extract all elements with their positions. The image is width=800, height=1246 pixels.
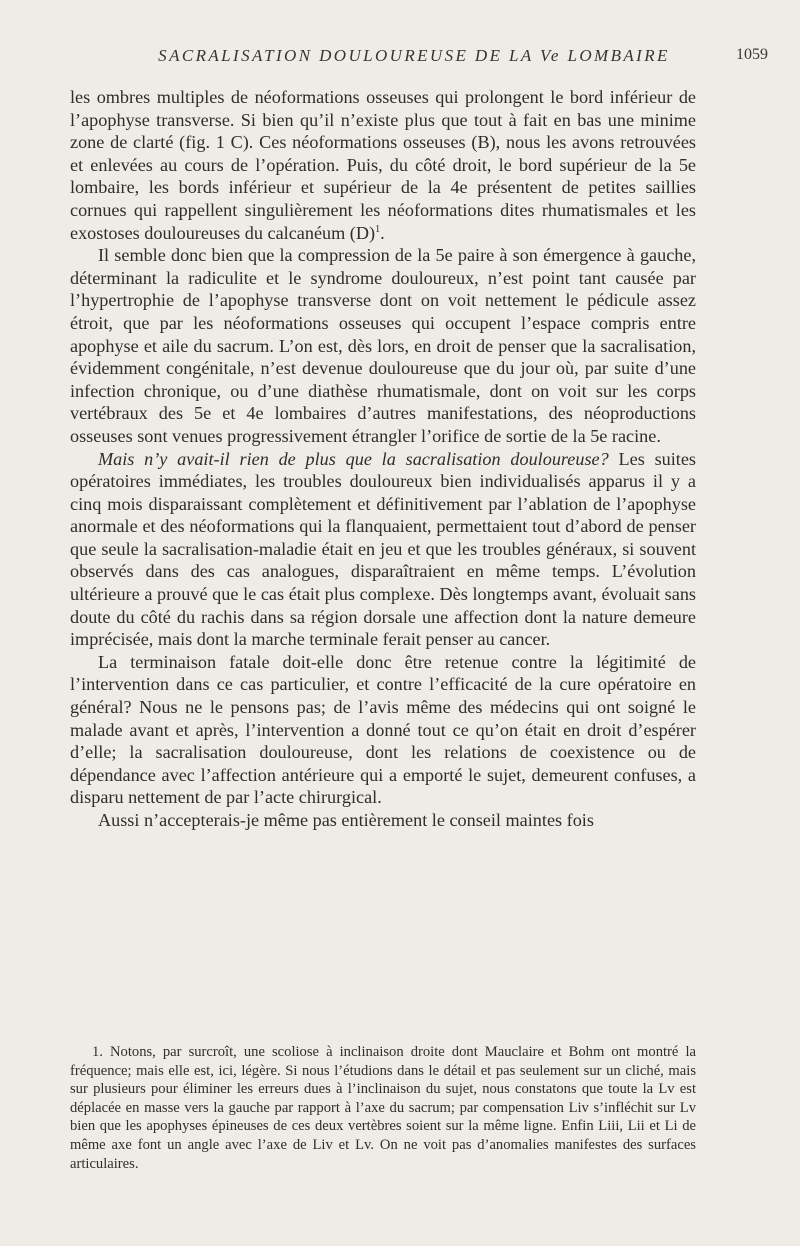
paragraph-4: La terminaison fatale doit-elle donc être retenue contre la légitimité de l’intervention dans ce cas particulier, et contre l’efficacité de la cure opératoire en général? Nous ne le pensons pas; de l’avis même des médecins qui ont soigné le malade avant et après, l’intervention a donné tout ce qu’on était en droit d’espérer d’elle; la sacralisation douloureuse, dont les relations de coexistence ou de dépendance avec l’affection antérieure qui a emporté le sujet, demeurent confuses, a disparu nettement de par l’acte chirurgical. <box>70 651 696 808</box>
body-text <box>70 86 696 832</box>
paragraph-1-end: . <box>380 222 385 243</box>
paragraph-2: Il semble donc bien que la compression de la 5e paire à son émergence à gauche, déterminant la radiculite et le syndrome douloureux, n’est point tant causée par l’hypertrophie de l’apophyse transverse dont on voit nettement le pédicule assez étroit, que par les néoformations osseuses qui occupent l’espace compris entre apophyse et aile du sacrum. L’on est, dès lors, en droit de penser que la sacralisation, évidemment congénitale, n’est devenue douloureuse que du jour où, par suite d’une infection chronique, ou d’une diathèse rhumatismale, dont on voit sur les corps vertébraux des 5e et 4e lombaires d’autres manifestations, des néoproductions osseuses sont venues progressivement étrangler l’orifice de sortie de la 5e racine. <box>70 245 696 446</box>
paragraph-1-text: les ombres multiples de néoformations osseuses qui prolongent le bord inférieur de l’apophyse transverse. Si bien qu’il n’existe plus que tout à fait en bas une minime zone de clarté (fig. 1 C). Ces néoformations osseuses (B), nous les avons retrouvées et enlevées au cours de l’opération. Puis, du côté droit, le bord supérieur de la 5e lombaire, les bords inférieur et supérieur de la 4e présentent de petites saillies cornues qui rappellent singulièrement les néoformations dites rhumatismales et les exostoses douloureuses du calcanéum (D) <box>70 87 696 243</box>
paragraph-3-italic: Mais n’y avait-il rien de plus que la sacralisation douloureuse? <box>98 448 609 469</box>
paragraph-1 <box>70 86 696 244</box>
footnotes <box>70 1043 696 1173</box>
paragraph-5: Aussi n’accepterais-je même pas entièrement le conseil maintes fois <box>98 810 594 830</box>
page-number: 1059 <box>736 46 768 63</box>
running-title: SACRALISATION DOULOUREUSE DE LA Ve LOMBAIRE <box>158 46 670 65</box>
paragraph-3-text: Les suites opératoires immédiates, les troubles douloureux bien individualisés apparus il y a cinq mois disparaissant complètement et définitivement par l’ablation de l’apophyse anormale et des néoformations qui la flanquaient, permettaient tout d’abord de penser que seule la sacralisation-maladie était en jeu et que les troubles généraux, si souvent observés dans des cas analogues, disparaîtraient en même temps. L’évolution ultérieure a prouvé que le cas était plus complexe. Dès longtemps avant, évoluait sans doute du côté du rachis dans sa région dorsale une affection dont la nature demeure imprécisée, mais dont la marche terminale ferait penser au cancer. <box>70 448 696 650</box>
footnote-ref: 1 <box>375 223 381 235</box>
running-head <box>70 46 778 70</box>
footnote-1: 1. Notons, par surcroît, une scoliose à inclinaison droite dont Mauclaire et Bohm ont montré la fréquence; mais elle est, ici, légère. Si nous l’étudions dans le détail et pas seulement sur un cliché, mais sur plusieurs pour éliminer les erreurs dues à l’inclinaison du sujet, nous constatons que toute la Lv est déplacée en masse vers la gauche par rapport à l’axe du sacrum; par compensation Liv s’infléchit sur Lv bien que les apophyses épineuses de ces deux vertèbres soient sur la même ligne. Enfin Liii, Lii et Li de même axe font un angle avec l’axe de Liv et Lv. On ne voit pas d’anomalies manifestes des surfaces articulaires. <box>70 1044 696 1172</box>
paragraph-3 <box>70 448 696 651</box>
